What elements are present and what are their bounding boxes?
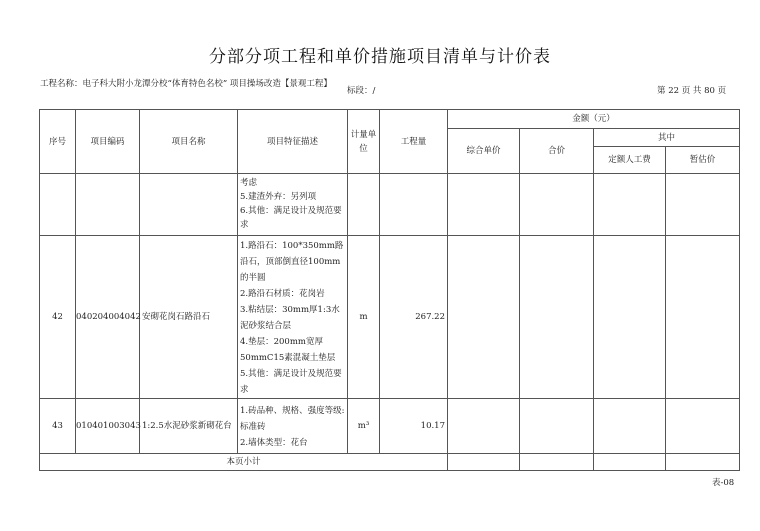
header-unit: 计量单位 [348,110,380,174]
header-unit-price: 综合单价 [448,129,520,174]
section-label: 标段：/ [347,86,376,96]
subtotal-row [40,454,740,471]
row-desc [238,174,348,236]
row-unit-price [448,174,520,236]
row-desc-text: 1.砖品种、规格、强度等级:标准砖 2.墙体类型：花台 [240,406,345,448]
table-row [40,399,740,454]
subtotal-label: 本页小计 [40,454,448,471]
row-code: 040204004042 [76,236,140,399]
row-total [520,174,594,236]
subtotal-total [520,454,594,471]
row-unit: m [348,236,380,399]
row-qty: 267.22 [380,236,448,399]
row-labor [594,399,666,454]
table-row [40,174,740,236]
row-name: 1:2.5水泥砂浆新砌花台 [140,399,238,454]
row-estimate [666,174,740,236]
row-desc [238,236,348,399]
row-name: 安砌花岗石路沿石 [140,236,238,399]
header-desc: 项目特征描述 [238,110,348,174]
subtotal-labor [594,454,666,471]
table-row [40,236,740,399]
row-unit: m³ [348,399,380,454]
row-name [140,174,238,236]
row-code [76,174,140,236]
row-seq [40,174,76,236]
row-estimate [666,236,740,399]
row-total [520,399,594,454]
row-qty: 10.17 [380,399,448,454]
header-total: 合价 [520,129,594,174]
row-unit [348,174,380,236]
header-among: 其中 [594,129,740,147]
row-estimate [666,399,740,454]
row-total [520,236,594,399]
row-desc-text: 1.路沿石：100*350mm路沿石，顶部倒直径100mm的半圆 2.路沿石材质：花岗岩 3.粘结层：30mm厚1:3水泥砂浆结合层 4.垫层：200mm宽厚50mmC15素混凝土垫层 5.其他：满足设计及规范要求 [240,241,344,395]
project-name: 工程名称：电子科大附小龙潭分校“体育特色名校” 项目操场改造【景观工程】 [40,79,332,89]
row-seq: 43 [40,399,76,454]
form-number: 表-08 [712,478,735,488]
page-info: 第 22 页 共 80 页 [657,86,727,96]
row-code: 010401003043 [76,399,140,454]
page-title: 分部分项工程和单价措施项目清单与计价表 [209,47,551,67]
subtotal-unit-price [448,454,520,471]
header-labor: 定额人工费 [594,147,666,174]
header-code: 项目编码 [76,110,140,174]
row-desc-text: 考虑 5.建渣外弃：另列项 6.其他：满足设计及规范要求 [240,178,342,230]
row-labor [594,236,666,399]
subtotal-estimate [666,454,740,471]
header-qty: 工程量 [380,110,448,174]
row-unit-price [448,399,520,454]
header-estimate: 暂估价 [666,147,740,174]
row-seq: 42 [40,236,76,399]
bill-table [39,109,740,471]
row-unit-price [448,236,520,399]
header-name: 项目名称 [140,110,238,174]
header-seq: 序号 [40,110,76,174]
header-amount: 金额（元） [448,110,740,129]
row-qty [380,174,448,236]
row-labor [594,174,666,236]
row-desc [238,399,348,454]
